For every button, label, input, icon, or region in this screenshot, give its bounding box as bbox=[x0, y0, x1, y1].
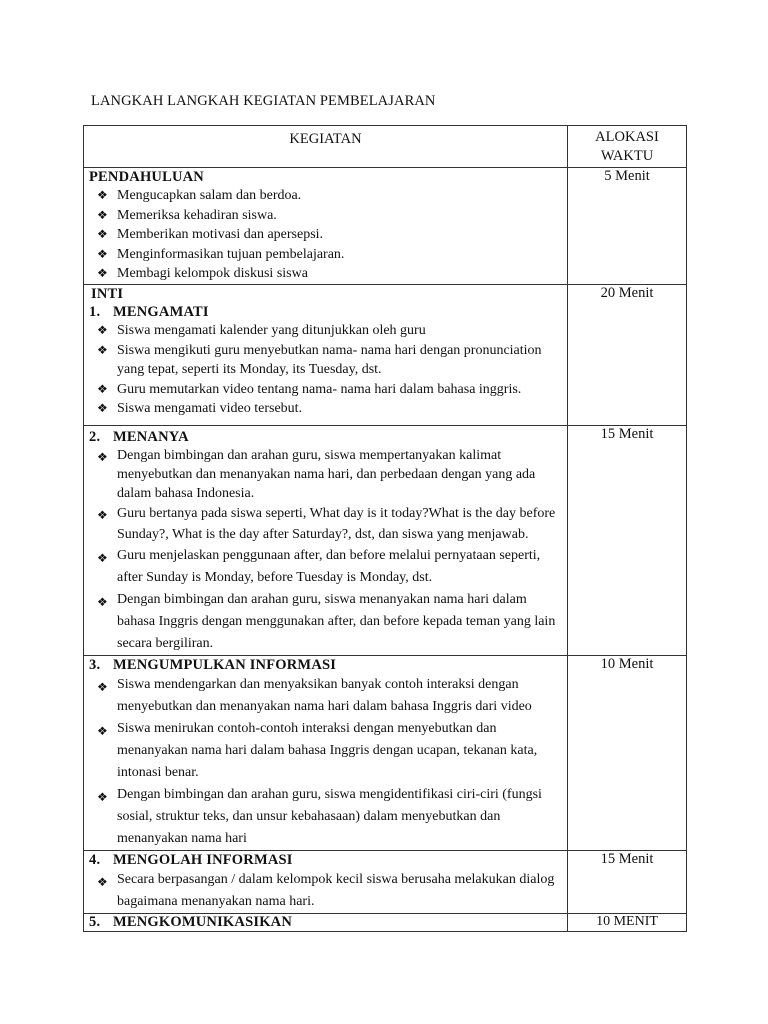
list-item: ❖ Dengan bimbingan dan arahan guru, siswa mengidentifikasi ciri-ciri (fungsi sosial, struktur teks, dan unsur kebahasaan) dalam menyebutkan dan menanyakan nama hari bbox=[97, 787, 542, 846]
diamond-bullet-icon: ❖ bbox=[97, 875, 108, 889]
diamond-bullet-icon: ❖ bbox=[97, 207, 108, 222]
time-cell: 10 Menit bbox=[568, 656, 687, 851]
diamond-bullet-icon: ❖ bbox=[97, 246, 108, 261]
header-time-line1: ALOKASI bbox=[595, 129, 659, 145]
list-item: ❖ Membagi kelompok diskusi siswa bbox=[84, 264, 567, 284]
diamond-bullet-icon: ❖ bbox=[97, 227, 108, 241]
activity-list bbox=[84, 186, 567, 284]
list-item: ❖ Memeriksa kehadiran siswa. bbox=[84, 206, 567, 226]
activity-cell bbox=[84, 656, 568, 851]
diamond-bullet-icon: ❖ bbox=[97, 381, 108, 396]
section-number: 4. bbox=[89, 852, 101, 868]
diamond-bullet-icon: ❖ bbox=[97, 401, 108, 415]
section-title: PENDAHULUAN bbox=[89, 169, 204, 185]
activity-cell bbox=[84, 285, 568, 426]
diamond-bullet-icon: ❖ bbox=[97, 323, 108, 337]
list-item: ❖ Siswa mengamati video tersebut. bbox=[84, 399, 567, 419]
section-number: 3. bbox=[89, 657, 101, 673]
list-item: ❖ Siswa mengamati kalender yang ditunjukkan oleh guru bbox=[84, 321, 567, 341]
diamond-bullet-icon: ❖ bbox=[97, 724, 108, 738]
activity-list bbox=[84, 321, 567, 419]
diamond-bullet-icon: ❖ bbox=[97, 450, 108, 464]
document-title: LANGKAH LANGKAH KEGIATAN PEMBELAJARAN bbox=[91, 93, 436, 109]
time-cell: 15 Menit bbox=[568, 426, 687, 656]
table-row bbox=[84, 914, 687, 932]
list-item: ❖ Siswa mengikuti guru menyebutkan nama- nama hari dengan pronunciation yang tepat, seperti its Monday, its Tuesday, dst. bbox=[97, 342, 542, 377]
subsection-title: MENGAMATI bbox=[113, 304, 209, 320]
table-row bbox=[84, 285, 687, 426]
section-title: INTI bbox=[91, 286, 124, 302]
section-number: 1. bbox=[89, 304, 101, 320]
section-title: MENANYA bbox=[113, 429, 189, 445]
header-time-line2: WAKTU bbox=[600, 148, 654, 164]
list-item: ❖ Secara berpasangan / dalam kelompok kecil siswa berusaha melakukan dialog bagaimana menanyakan nama hari. bbox=[97, 872, 555, 909]
activity-cell bbox=[84, 168, 568, 285]
diamond-bullet-icon: ❖ bbox=[97, 790, 108, 804]
activity-cell bbox=[84, 914, 568, 932]
list-item: ❖ Siswa menirukan contoh-contoh interaksi dengan menyebutkan dan menanyakan nama hari dalam bahasa Inggris dengan ucapan, tekanan kata, intonasi benar. bbox=[97, 721, 538, 780]
diamond-bullet-icon: ❖ bbox=[97, 188, 108, 202]
section-title: MENGOLAH INFORMASI bbox=[113, 852, 293, 868]
diamond-bullet-icon: ❖ bbox=[97, 266, 108, 280]
list-item: ❖ Dengan bimbingan dan arahan guru, siswa mempertanyakan kalimat menyebutkan dan menanyakan nama hari, dan perbedaan dengan yang ada dalam bahasa Indonesia. bbox=[97, 448, 536, 501]
diamond-bullet-icon: ❖ bbox=[97, 680, 108, 694]
time-cell: 10 MENIT bbox=[568, 914, 687, 932]
list-item: ❖ Dengan bimbingan dan arahan guru, siswa menanyakan nama hari dalam bahasa Inggris dengan menggunakan after, dan before kepada teman yang lain secara bergiliran. bbox=[97, 592, 556, 651]
diamond-bullet-icon: ❖ bbox=[97, 342, 108, 357]
table-row bbox=[84, 426, 687, 656]
time-cell: 20 Menit bbox=[568, 285, 687, 426]
section-title: MENGUMPULKAN INFORMASI bbox=[113, 657, 337, 673]
list-item: ❖ Mengucapkan salam dan berdoa. bbox=[84, 186, 567, 206]
diamond-bullet-icon: ❖ bbox=[97, 508, 108, 522]
list-item: ❖ Guru bertanya pada siswa seperti, What day is it today?What is the day before Sunday?, What is the day after Saturday?, dst, dan siswa yang menjawab. bbox=[97, 506, 556, 542]
header-time bbox=[568, 126, 687, 168]
section-number: 2. bbox=[89, 429, 101, 445]
activity-list bbox=[84, 674, 567, 850]
activity-cell bbox=[84, 851, 568, 914]
header-activity: KEGIATAN bbox=[84, 126, 568, 168]
activity-cell bbox=[84, 426, 568, 656]
activity-table bbox=[83, 125, 687, 932]
table-row bbox=[84, 656, 687, 851]
section-title: MENGKOMUNIKASIKAN bbox=[113, 914, 293, 930]
table-row bbox=[84, 851, 687, 914]
list-item: ❖ Guru memutarkan video tentang nama- nama hari dalam bahasa inggris. bbox=[84, 380, 567, 400]
diamond-bullet-icon: ❖ bbox=[97, 595, 108, 609]
time-cell: 15 Menit bbox=[568, 851, 687, 914]
activity-list bbox=[84, 869, 567, 913]
list-item: ❖ Memberikan motivasi dan apersepsi. bbox=[84, 225, 567, 245]
table-header-row bbox=[84, 126, 687, 168]
list-item: ❖ Siswa mendengarkan dan menyaksikan banyak contoh interaksi dengan menyebutkan dan menanyakan nama hari dalam bahasa Inggris dari video bbox=[97, 677, 532, 714]
activity-list bbox=[84, 446, 567, 655]
diamond-bullet-icon: ❖ bbox=[97, 551, 108, 565]
time-cell: 5 Menit bbox=[568, 168, 687, 285]
table-row bbox=[84, 168, 687, 285]
list-item: ❖ Menginformasikan tujuan pembelajaran. bbox=[84, 245, 567, 265]
list-item: ❖ Guru menjelaskan penggunaan after, dan before melalui pernyataan seperti, after Sunday is Monday, before Tuesday is Monday, dst. bbox=[97, 548, 541, 585]
section-number: 5. bbox=[89, 914, 101, 930]
